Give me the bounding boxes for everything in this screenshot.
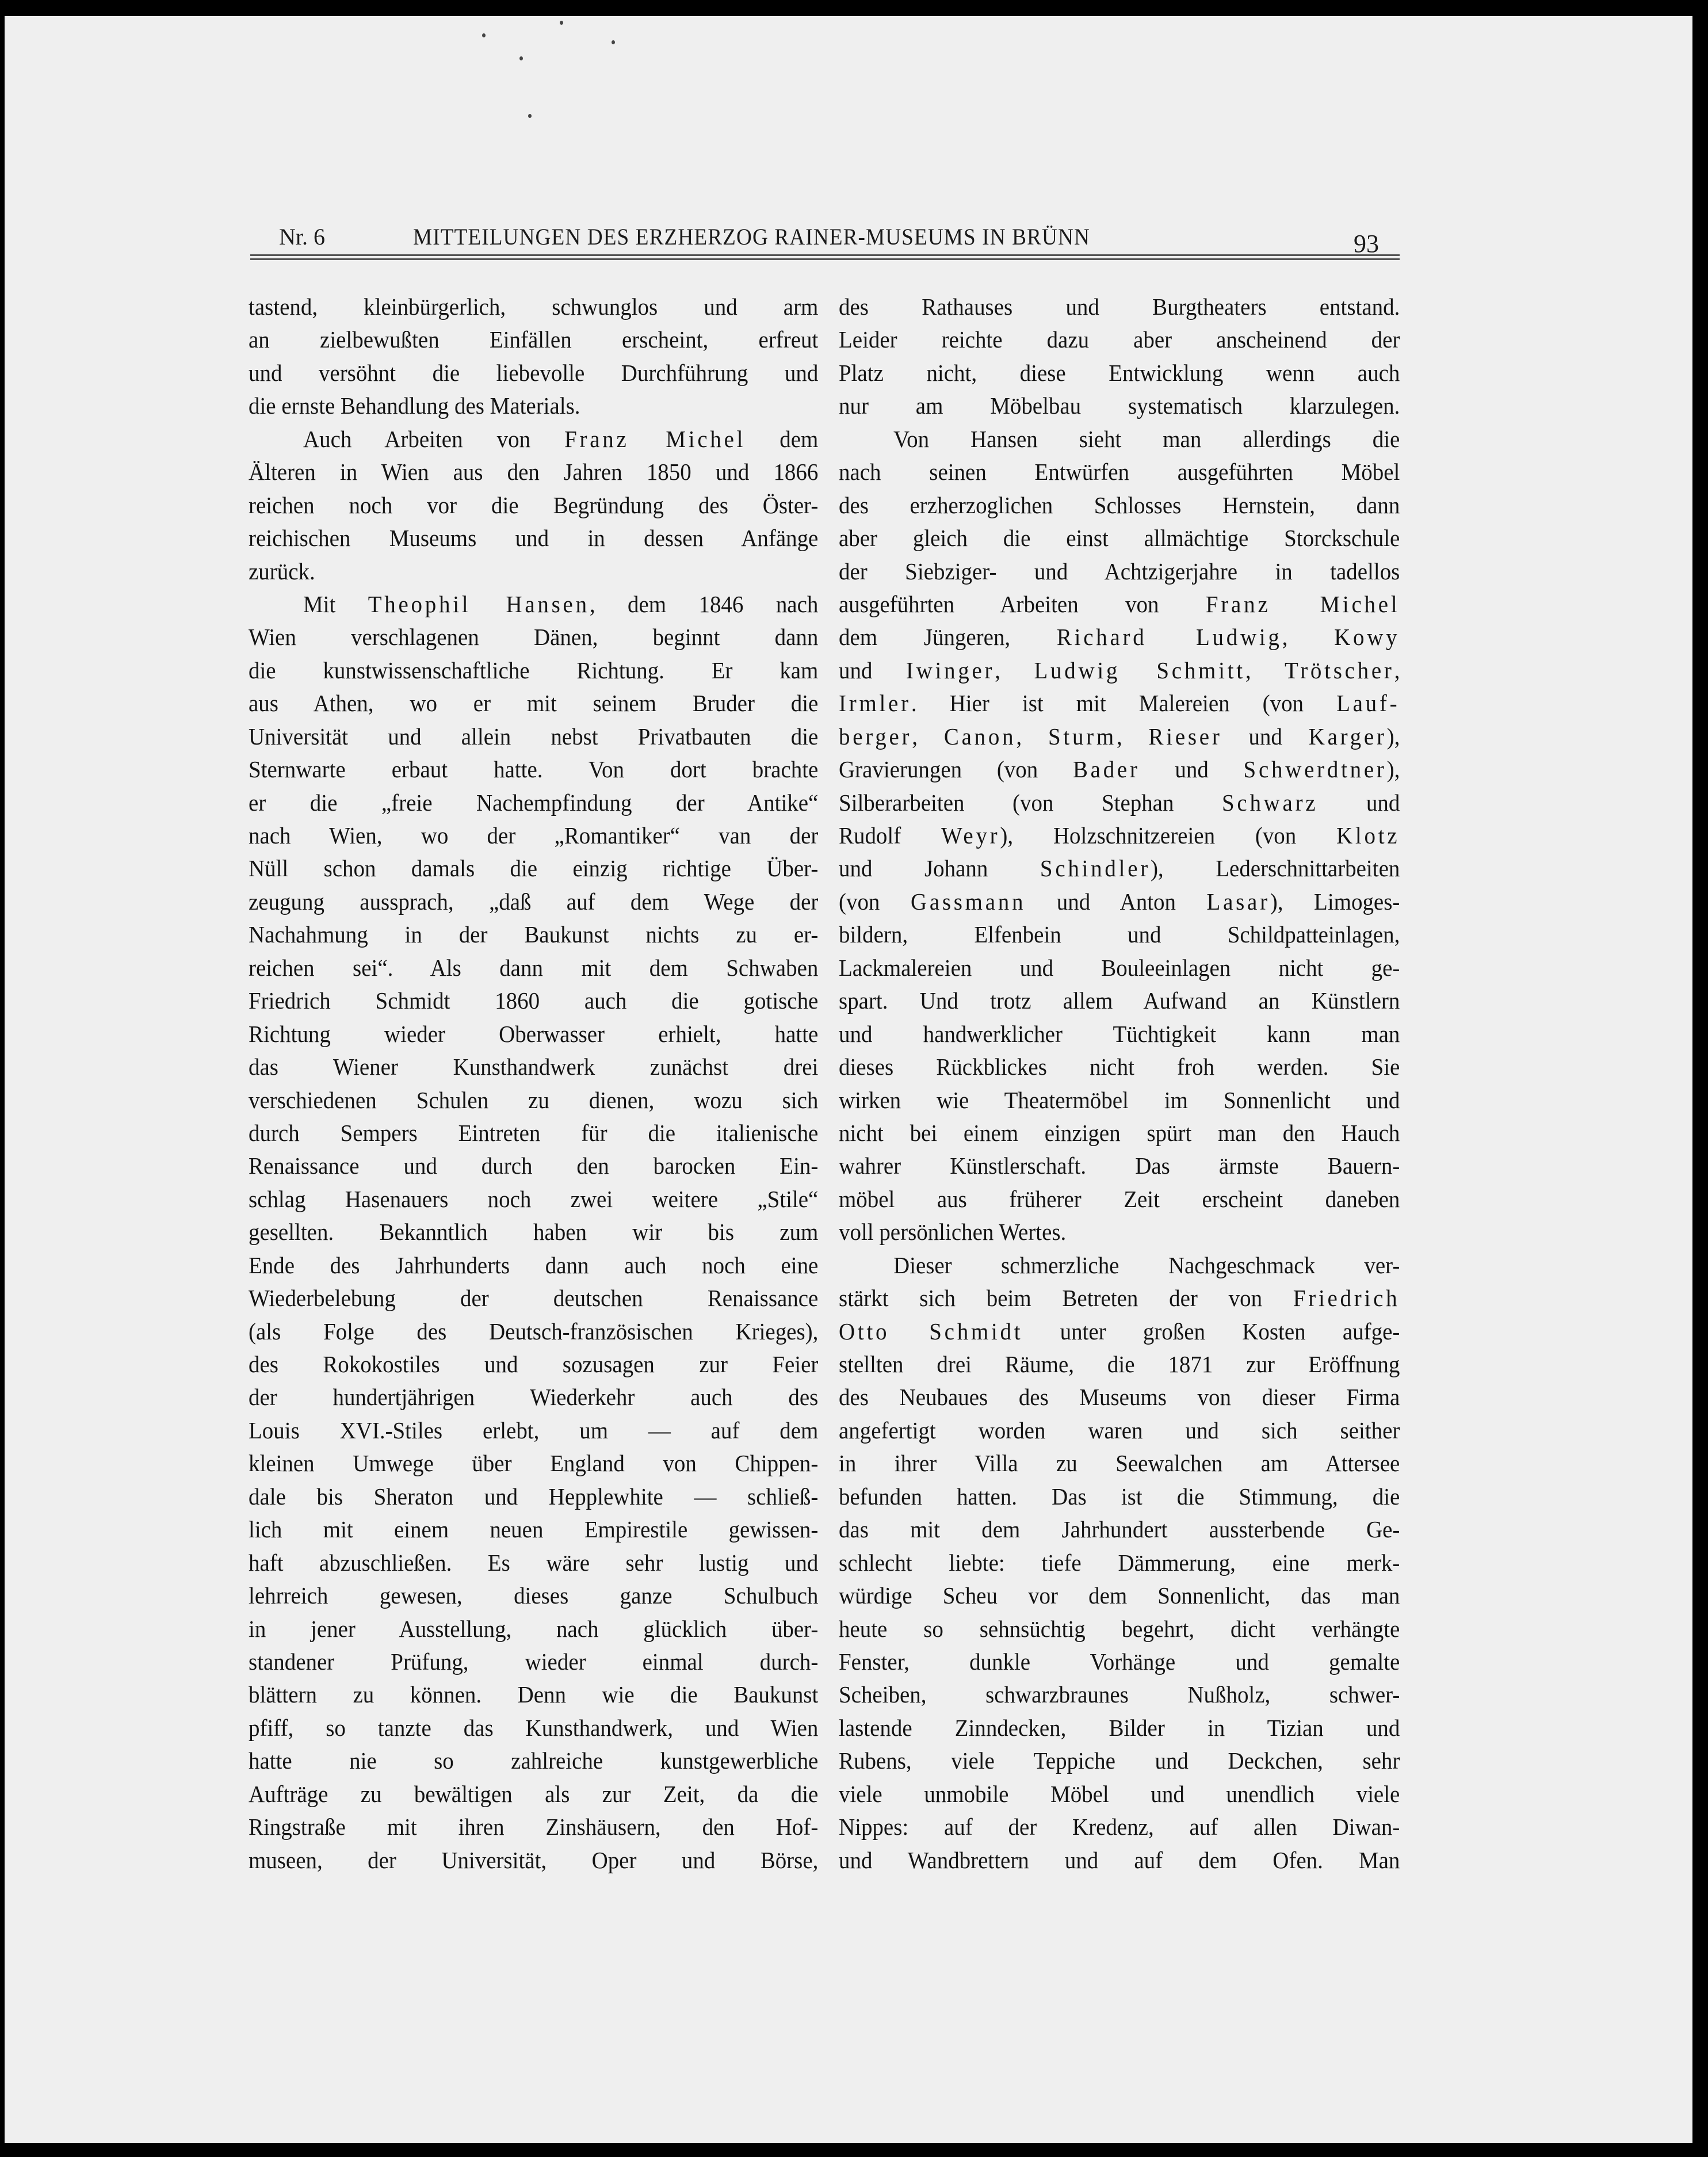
text-line <box>249 1249 818 1282</box>
text-line <box>249 984 818 1017</box>
text-line <box>249 687 818 720</box>
text-column-left <box>249 291 818 1877</box>
spaced-name: Karger <box>1308 723 1387 750</box>
text-run: Richtung wieder Oberwasser erhielt, hatte <box>249 1020 819 1047</box>
text-line <box>249 885 818 918</box>
text-line <box>249 1084 818 1117</box>
text-line <box>839 952 1400 984</box>
text-line <box>839 1249 1400 1282</box>
text-run: Universität und allein nebst Privatbauten die <box>249 723 819 750</box>
text-run: Ende des Jahrhunderts dann auch noch eine <box>249 1251 819 1278</box>
spaced-name: Irmler <box>839 690 911 717</box>
text-run: ), Holzschnitzereien (von <box>1000 822 1337 849</box>
text-line <box>839 1117 1400 1150</box>
text-run: hatte nie so zahlreiche kunstgewerbliche <box>249 1747 819 1774</box>
text-line <box>249 1051 818 1083</box>
text-line <box>839 1381 1400 1414</box>
text-run: und Wandbrettern und auf dem Ofen. Man <box>839 1846 1400 1873</box>
text-line <box>839 687 1400 720</box>
text-run: und <box>1140 756 1244 783</box>
text-line <box>839 1051 1400 1083</box>
text-run: ), Lederschnittarbeiten <box>1150 855 1400 882</box>
text-run: (als Folge des Deutsch-französischen Krieges), <box>249 1318 819 1345</box>
text-run: Älteren in Wien aus den Jahren 1850 und 1866 <box>249 459 819 486</box>
text-run: der hundertjährigen Wiederkehr auch des <box>249 1384 819 1411</box>
text-line <box>839 787 1400 819</box>
spaced-name: Klotz <box>1336 822 1400 849</box>
text-run: Silberarbeiten (von Stephan <box>839 789 1222 816</box>
text-line <box>839 654 1400 687</box>
text-line <box>249 654 818 687</box>
text-run: und Anton <box>1026 888 1207 915</box>
text-line <box>839 1216 1400 1249</box>
text-run: dieses Rückblickes nicht froh werden. Sie <box>839 1053 1400 1081</box>
text-line <box>249 787 818 819</box>
text-run: reichischen Museums und in dessen Anfänge <box>249 525 819 552</box>
text-line <box>249 1844 818 1877</box>
text-line <box>839 1513 1400 1546</box>
text-line <box>839 819 1400 852</box>
text-run: voll persönlichen Wertes. <box>839 1219 1067 1246</box>
text-line <box>839 720 1400 753</box>
text-line <box>839 918 1400 951</box>
text-run: Friedrich Schmidt 1860 auch die gotische <box>249 987 819 1014</box>
text-line <box>249 852 818 885</box>
text-run: Dieser schmerzliche Nachgeschmack ver- <box>893 1251 1400 1278</box>
text-line <box>839 588 1400 621</box>
spaced-name: Ludwig Schmitt <box>1034 656 1245 684</box>
text-line <box>249 621 818 654</box>
text-run: wirken wie Theatermöbel im Sonnenlicht und <box>839 1086 1400 1113</box>
text-run: Fenster, dunkle Vorhänge und gemalte <box>839 1648 1400 1675</box>
spaced-name: Franz Michel <box>1205 590 1400 617</box>
text-line <box>249 390 818 422</box>
spaced-name: Schwerdtner <box>1243 756 1387 783</box>
text-line <box>839 1844 1400 1877</box>
text-line <box>839 1282 1400 1315</box>
spaced-name: Bader <box>1072 756 1140 783</box>
text-run: des Rokokostiles und sozusagen zur Feier <box>249 1351 819 1377</box>
text-run: zeugung aussprach, „daß auf dem Wege der <box>249 888 819 915</box>
text-run: Von Hansen sieht man allerdings die <box>893 425 1400 452</box>
spaced-name: Otto Schmidt <box>839 1318 1023 1345</box>
text-run: Nüll schon damals die einzig richtige Über- <box>249 855 819 882</box>
text-line <box>839 1613 1400 1646</box>
spaced-name: Weyr <box>941 822 1000 849</box>
text-line <box>249 1216 818 1249</box>
text-line <box>839 1811 1400 1843</box>
text-run: und versöhnt die liebevolle Durchführung und <box>249 359 819 386</box>
text-run: , <box>912 723 944 750</box>
text-run: Aufträge zu bewältigen als zur Zeit, da die <box>249 1780 819 1807</box>
text-run: Platz nicht, diese Entwicklung wenn auch <box>839 359 1400 386</box>
text-run: Mit <box>303 590 368 617</box>
text-line <box>839 1712 1400 1744</box>
text-line <box>839 423 1400 456</box>
text-run: nicht bei einem einzigen spürt man den Hauch <box>839 1119 1400 1146</box>
text-line <box>249 819 818 852</box>
text-run: des erzherzoglichen Schlosses Hernstein, dann <box>839 491 1400 518</box>
text-run: und <box>839 656 906 684</box>
text-line <box>249 1744 818 1777</box>
spaced-name: berger <box>839 723 912 750</box>
text-line <box>249 1447 818 1480</box>
text-line <box>839 852 1400 885</box>
text-line <box>249 952 818 984</box>
spaced-name: Lauf- <box>1336 690 1400 717</box>
text-line <box>839 1579 1400 1612</box>
header-rule <box>250 254 1400 260</box>
text-run: Auch Arbeiten von <box>303 425 565 452</box>
text-run: dem Jüngeren, <box>839 624 1057 651</box>
text-line <box>249 357 818 390</box>
text-line <box>249 1778 818 1811</box>
text-run: blättern zu können. Denn wie die Baukunst <box>249 1681 819 1708</box>
text-line <box>249 918 818 951</box>
text-line <box>249 1480 818 1513</box>
text-run: schlag Hasenauers noch zwei weitere „Stile“ <box>249 1185 819 1212</box>
text-run: die ernste Behandlung des Materials. <box>249 392 580 419</box>
spaced-name: Franz Michel <box>564 425 746 452</box>
text-line <box>249 1613 818 1646</box>
text-run: Sternwarte erbaut hatte. Von dort brachte <box>249 756 819 783</box>
running-header <box>250 223 1400 258</box>
text-run: dem <box>746 425 819 452</box>
text-run: möbel aus früherer Zeit erscheint daneben <box>839 1185 1400 1212</box>
spaced-name: Iwinger <box>905 656 995 684</box>
text-run: , dem 1846 nach <box>589 590 819 617</box>
text-run: ausgeführten Arbeiten von <box>839 590 1206 617</box>
text-run: viele unmobile Möbel und unendlich viele <box>839 1780 1400 1807</box>
page-number: 93 <box>1354 230 1379 258</box>
text-run: lich mit einem neuen Empirestile gewissen- <box>249 1516 819 1543</box>
text-run: angefertigt worden waren und sich seither <box>839 1417 1400 1444</box>
text-run: des Neubaues des Museums von dieser Firma <box>839 1384 1400 1411</box>
issue-number: Nr. 6 <box>279 224 325 250</box>
text-line <box>839 1744 1400 1777</box>
text-line <box>839 1778 1400 1811</box>
text-line <box>249 489 818 522</box>
spaced-name: Trötscher <box>1285 656 1394 684</box>
spaced-name: Lasar <box>1206 888 1270 915</box>
text-run: standener Prüfung, wieder einmal durch- <box>249 1648 819 1675</box>
text-run: . Hier ist mit Malereien (von <box>911 690 1337 717</box>
text-line <box>249 1579 818 1612</box>
text-run: und <box>1222 723 1309 750</box>
text-line <box>839 323 1400 356</box>
text-run: ), <box>1386 723 1400 750</box>
text-run: Nippes: auf der Kredenz, auf allen Diwan- <box>839 1814 1400 1841</box>
text-line <box>249 1712 818 1744</box>
text-line <box>249 456 818 488</box>
text-run: Leider reichte dazu aber anscheinend der <box>839 326 1400 353</box>
spaced-name: Sturm <box>1048 723 1117 750</box>
text-line <box>249 1150 818 1182</box>
text-run: stellten drei Räume, die 1871 zur Eröffnung <box>839 1351 1400 1377</box>
spaced-name: Rieser <box>1148 723 1222 750</box>
text-run: aus Athen, wo er mit seinem Bruder die <box>249 690 819 717</box>
text-line <box>249 1513 818 1546</box>
text-run: das Wiener Kunsthandwerk zunächst drei <box>249 1053 819 1081</box>
text-run: ), Limoges- <box>1270 888 1400 915</box>
text-line <box>249 291 818 323</box>
text-line <box>839 1183 1400 1216</box>
spaced-name: Friedrich <box>1293 1285 1400 1312</box>
text-line <box>249 720 818 753</box>
text-line <box>249 1018 818 1051</box>
text-run: , <box>1394 656 1400 684</box>
text-line <box>249 1183 818 1216</box>
text-line <box>249 753 818 786</box>
text-line <box>839 390 1400 422</box>
text-line <box>839 456 1400 488</box>
text-run: wahrer Künstlerschaft. Das ärmste Bauern- <box>839 1152 1400 1179</box>
text-run: in jener Ausstellung, nach glücklich über- <box>249 1615 819 1642</box>
text-line <box>839 555 1400 588</box>
text-line <box>839 753 1400 786</box>
text-line <box>839 291 1400 323</box>
text-run: und <box>1318 789 1400 816</box>
text-run: nach Wien, wo der „Romantiker“ van der <box>249 822 819 849</box>
text-line <box>249 588 818 621</box>
text-line <box>249 1381 818 1414</box>
text-line <box>839 1480 1400 1513</box>
text-run: würdige Scheu vor dem Sonnenlicht, das man <box>839 1582 1400 1609</box>
text-run: stärkt sich beim Betreten der von <box>839 1285 1293 1312</box>
text-run: ), <box>1386 756 1400 783</box>
text-run: , <box>1282 624 1335 651</box>
text-line <box>249 522 818 555</box>
text-run: , <box>1016 723 1048 750</box>
text-run: lehrreich gewesen, dieses ganze Schulbuch <box>249 1582 819 1609</box>
text-run: an zielbewußten Einfällen erscheint, erfreut <box>249 326 819 353</box>
text-run: das mit dem Jahrhundert aussterbende Ge- <box>839 1516 1400 1543</box>
text-run: des Rathauses und Burgtheaters entstand. <box>839 293 1400 320</box>
text-line <box>839 1018 1400 1051</box>
text-line <box>249 555 818 588</box>
text-line <box>249 1811 818 1843</box>
text-line <box>249 1414 818 1447</box>
text-line <box>839 1447 1400 1480</box>
text-run: reichen sei“. Als dann mit dem Schwaben <box>249 954 819 981</box>
text-run: und Johann <box>839 855 1040 882</box>
text-run: tastend, kleinbürgerlich, schwunglos und arm <box>249 293 819 320</box>
text-line <box>839 1348 1400 1381</box>
text-line <box>249 1678 818 1711</box>
text-line <box>839 1150 1400 1182</box>
text-run: gesellten. Bekanntlich haben wir bis zum <box>249 1219 819 1246</box>
text-run: Rubens, viele Teppiche und Deckchen, sehr <box>839 1747 1400 1774</box>
text-line <box>839 1678 1400 1711</box>
text-run: museen, der Universität, Oper und Börse, <box>249 1846 819 1873</box>
text-line <box>249 1348 818 1381</box>
text-column-right <box>839 291 1400 1877</box>
journal-title: MITTEILUNGEN DES ERZHERZOG RAINER-MUSEUMS IN BRÜNN <box>413 224 1090 250</box>
spaced-name: Theophil Hansen <box>368 590 590 617</box>
text-run: Nachahmung in der Baukunst nichts zu er- <box>249 921 819 948</box>
text-run: lastende Zinndecken, Bilder in Tizian und <box>839 1714 1400 1741</box>
text-run: nur am Möbelbau systematisch klarzulegen. <box>839 392 1400 419</box>
spaced-name: Canon <box>943 723 1017 750</box>
text-line <box>249 423 818 456</box>
text-run: schlecht liebte: tiefe Dämmerung, eine merk- <box>839 1549 1400 1576</box>
text-line <box>839 885 1400 918</box>
text-run: Gravierungen (von <box>839 756 1073 783</box>
text-run: haft abzuschließen. Es wäre sehr lustig und <box>249 1549 819 1576</box>
text-run: Renaissance und durch den barocken Ein- <box>249 1152 819 1179</box>
text-run: Lackmalereien und Bouleeinlagen nicht ge- <box>839 954 1400 981</box>
text-run: Wiederbelebung der deutschen Renaissance <box>249 1285 819 1312</box>
text-run: (von <box>839 888 911 915</box>
spaced-name: Schwarz <box>1221 789 1319 816</box>
spaced-name: Gassmann <box>910 888 1026 915</box>
text-run: er die „freie Nachempfindung der Antike“ <box>249 789 819 816</box>
text-line <box>839 1547 1400 1579</box>
text-run: bildern, Elfenbein und Schildpatteinlagen, <box>839 921 1400 948</box>
text-run: Ringstraße mit ihren Zinshäusern, den Hof- <box>249 1814 819 1841</box>
text-run: , <box>995 656 1034 684</box>
text-run: kleinen Umwege über England von Chippen- <box>249 1450 819 1477</box>
text-run: reichen noch vor die Begründung des Öster- <box>249 491 819 518</box>
text-run: , <box>1245 656 1285 684</box>
spaced-name: Schindler <box>1040 855 1151 882</box>
spaced-name: Kowy <box>1334 624 1400 651</box>
text-line <box>249 1282 818 1315</box>
text-run: Louis XVI.-Stiles erlebt, um — auf dem <box>249 1417 819 1444</box>
text-line <box>839 621 1400 654</box>
text-run: dale bis Sheraton und Hepplewhite — schließ- <box>249 1483 819 1510</box>
text-run: Rudolf <box>839 822 942 849</box>
text-run: spart. Und trotz allem Aufwand an Künstlern <box>839 987 1400 1014</box>
text-run: der Siebziger- und Achtzigerjahre in tadellos <box>839 558 1400 585</box>
text-run: pfiff, so tanzte das Kunsthandwerk, und Wien <box>249 1714 819 1741</box>
text-line <box>839 1315 1400 1348</box>
text-run: durch Sempers Eintreten für die italienische <box>249 1119 819 1146</box>
text-line <box>249 1547 818 1579</box>
text-run: Scheiben, schwarzbraunes Nußholz, schwer- <box>839 1681 1400 1708</box>
text-run: befunden hatten. Das ist die Stimmung, die <box>839 1483 1400 1510</box>
spaced-name: Richard Ludwig <box>1056 624 1282 651</box>
text-line <box>839 1084 1400 1117</box>
text-run: Wien verschlagenen Dänen, beginnt dann <box>249 624 819 651</box>
text-run: und handwerklicher Tüchtigkeit kann man <box>839 1020 1400 1047</box>
text-line <box>249 1315 818 1348</box>
text-run: verschiedenen Schulen zu dienen, wozu sich <box>249 1086 819 1113</box>
text-run: unter großen Kosten aufge- <box>1023 1318 1400 1345</box>
text-run: in ihrer Villa zu Seewalchen am Attersee <box>839 1450 1400 1477</box>
text-run: zurück. <box>249 558 315 585</box>
text-line <box>249 1646 818 1678</box>
text-run: nach seinen Entwürfen ausgeführten Möbel <box>839 459 1400 486</box>
text-run: die kunstwissenschaftliche Richtung. Er kam <box>249 656 819 684</box>
text-run: heute so sehnsüchtig begehrt, dicht verhängte <box>839 1615 1400 1642</box>
text-run: , <box>1116 723 1149 750</box>
text-line <box>839 1414 1400 1447</box>
text-line <box>249 1117 818 1150</box>
text-line <box>249 323 818 356</box>
text-line <box>839 984 1400 1017</box>
text-run: aber gleich die einst allmächtige Storckschule <box>839 525 1400 552</box>
text-line <box>839 489 1400 522</box>
text-line <box>839 357 1400 390</box>
text-line <box>839 1646 1400 1678</box>
text-line <box>839 522 1400 555</box>
